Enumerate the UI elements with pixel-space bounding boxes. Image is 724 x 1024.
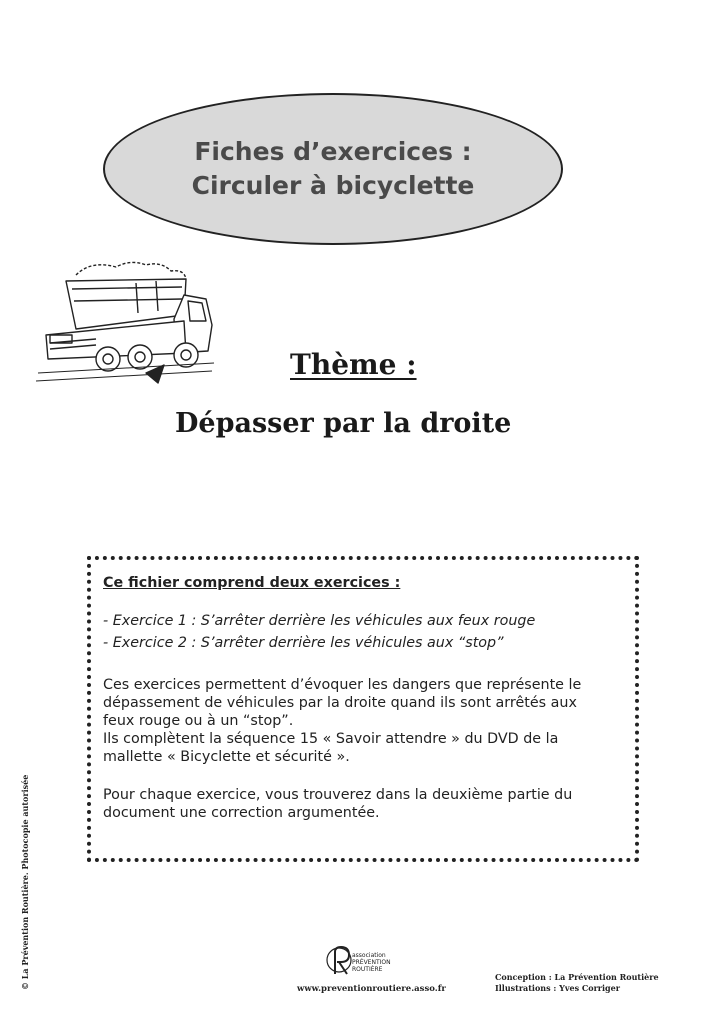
theme-title: Dépasser par la droite bbox=[175, 408, 512, 439]
conception-credit: Conception : La Prévention Routière bbox=[495, 972, 659, 982]
box-heading: Ce fichier comprend deux exercices : bbox=[103, 575, 401, 591]
exercise-item-2: - Exercice 2 : S’arrêter derrière les véhicules aux “stop” bbox=[103, 635, 504, 651]
title-line-2: Circuler à bicyclette bbox=[191, 171, 475, 200]
title-line-1: Fiches d’exercices : bbox=[194, 137, 472, 166]
paragraph-1-line-4: Ils complètent la séquence 15 « Savoir attendre » du DVD de la bbox=[103, 731, 559, 747]
exercise-summary-box bbox=[87, 556, 639, 862]
paragraph-1-line-5: mallette « Bicyclette et sécurité ». bbox=[103, 749, 350, 765]
illustrations-credit: Illustrations : Yves Corriger bbox=[495, 983, 620, 993]
theme-label: Thème : bbox=[290, 348, 417, 381]
exercise-item-1: - Exercice 1 : S’arrêter derrière les véhicules aux feux rouge bbox=[103, 613, 536, 629]
paragraph-1-line-3: feux rouge ou à un “stop”. bbox=[103, 713, 294, 729]
credits bbox=[495, 972, 659, 994]
paragraph-1-line-1: Ces exercices permettent d’évoquer les dangers que représente le bbox=[103, 677, 582, 693]
title-ellipse bbox=[103, 93, 563, 245]
paragraph-2-line-1: Pour chaque exercice, vous trouverez dans la deuxième partie du bbox=[103, 787, 573, 803]
copyright-sidebar: © La Prévention Routière. Photocopie autorisée bbox=[20, 774, 30, 990]
dump-truck-illustration bbox=[36, 255, 216, 395]
logo-text: association PRÉVENTION ROUTIÈRE bbox=[352, 952, 391, 973]
website-link[interactable]: www.preventionroutiere.asso.fr bbox=[297, 984, 446, 994]
paragraph-2-line-2: document une correction argumentée. bbox=[103, 805, 380, 821]
paragraph-1-line-2: dépassement de véhicules par la droite quand ils sont arrêtés aux bbox=[103, 695, 577, 711]
